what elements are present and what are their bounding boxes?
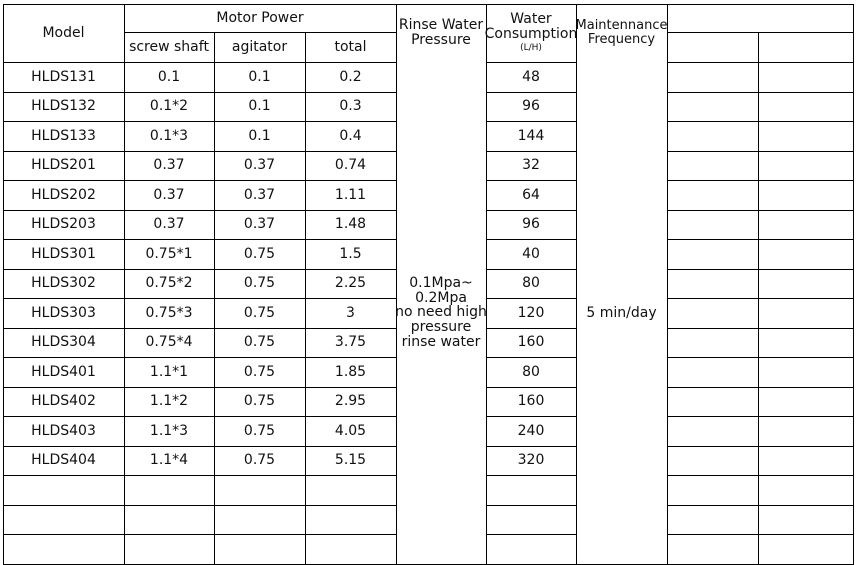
- cell-total: 2.95: [334, 393, 367, 410]
- cell-agitator: 0.75: [243, 275, 276, 292]
- row-divider: [667, 387, 854, 388]
- row-divider: [3, 505, 396, 506]
- cell-total: 1.11: [334, 186, 367, 203]
- cell-agitator: 0.1: [248, 127, 271, 144]
- cell-rinse-water-pressure-line: rinse water: [401, 333, 481, 350]
- row-divider: [667, 269, 854, 270]
- cell-screw-shaft: 0.1: [157, 68, 181, 85]
- cell-agitator: 0.75: [243, 363, 276, 380]
- cell-water-consumption: 96: [522, 98, 540, 115]
- cell-total: 5.15: [334, 452, 367, 469]
- cell-water-consumption: 32: [522, 157, 540, 174]
- cell-model: HLDS131: [31, 68, 96, 85]
- cell-agitator: 0.37: [243, 186, 276, 203]
- cell-total: 0.74: [334, 157, 367, 174]
- cell-agitator: 0.37: [243, 216, 276, 233]
- cell-water-consumption: 48: [522, 68, 540, 85]
- cell-agitator: 0.75: [243, 393, 276, 410]
- cell-water-consumption: 320: [517, 452, 545, 469]
- cell-model: HLDS402: [31, 393, 96, 410]
- row-divider: [667, 121, 854, 122]
- cell-screw-shaft: 1.1*2: [149, 393, 189, 410]
- cell-water-consumption: 240: [517, 422, 545, 439]
- cell-model: HLDS133: [31, 127, 96, 144]
- cell-model: HLDS201: [31, 157, 96, 174]
- cell-screw-shaft: 0.75*1: [145, 245, 193, 262]
- header-maintenance-frequency-line: Frequency: [587, 32, 656, 47]
- cell-total: 0.2: [339, 68, 362, 85]
- cell-screw-shaft: 0.1*3: [149, 127, 189, 144]
- cell-model: HLDS202: [31, 186, 96, 203]
- header-water-consumption: [486, 4, 576, 62]
- header-agitator: agitator: [231, 39, 288, 55]
- cell-water-consumption: 160: [517, 393, 545, 410]
- cell-total: 3: [346, 304, 355, 321]
- cell-screw-shaft: 1.1*4: [149, 452, 189, 469]
- row-divider: [667, 446, 854, 447]
- row-divider: [667, 239, 854, 240]
- col-line: [853, 4, 854, 564]
- cell-water-consumption: 160: [517, 334, 545, 351]
- row-divider: [667, 151, 854, 152]
- cell-screw-shaft: 0.75*2: [145, 275, 193, 292]
- row-divider: [667, 475, 854, 476]
- cell-total: 3.75: [334, 334, 367, 351]
- row-divider: [667, 210, 854, 211]
- row-divider: [486, 505, 576, 506]
- cell-water-consumption: 120: [517, 304, 545, 321]
- header-bottom-line: [667, 62, 854, 63]
- header-motor-power: Motor Power: [216, 10, 304, 26]
- header-rinse-water-pressure-line: Rinse Water: [398, 17, 484, 34]
- cell-screw-shaft: 0.37: [153, 216, 185, 233]
- header-water-consumption-line: Water: [510, 11, 552, 28]
- cell-agitator: 0.75: [243, 245, 276, 262]
- cell-water-consumption: 144: [517, 127, 545, 144]
- cell-model: HLDS401: [31, 363, 96, 380]
- cell-total: 2.25: [334, 275, 367, 292]
- cell-screw-shaft: 0.37: [153, 157, 185, 174]
- cell-water-consumption: 80: [522, 363, 540, 380]
- cell-water-consumption: 96: [522, 216, 540, 233]
- row-divider: [667, 416, 854, 417]
- cell-rinse-water-pressure-line: no need high: [395, 304, 487, 321]
- cell-agitator: 0.75: [243, 452, 276, 469]
- header-rinse-water-pressure: [396, 4, 486, 62]
- cell-model: HLDS132: [31, 98, 96, 115]
- cell-agitator: 0.75: [243, 304, 276, 321]
- row-divider: [486, 475, 576, 476]
- cell-total: 1.5: [339, 245, 362, 262]
- cell-agitator: 0.1: [248, 68, 271, 85]
- header-water-consumption-unit: (L/H): [520, 43, 542, 54]
- cell-model: HLDS303: [31, 304, 96, 321]
- cell-model: HLDS403: [31, 422, 96, 439]
- cell-total: 0.4: [339, 127, 362, 144]
- header-total: total: [334, 39, 367, 55]
- cell-model: HLDS203: [31, 216, 96, 233]
- cell-rinse-water-pressure-line: pressure: [410, 319, 472, 336]
- row-divider: [667, 92, 854, 93]
- col-line: [758, 32, 759, 564]
- cell-total: 1.85: [334, 363, 367, 380]
- cell-rinse-water-pressure-line: 0.1Mpa~: [409, 275, 473, 292]
- header-water-consumption-line: Consumption: [484, 25, 578, 42]
- table-border-bottom: [3, 564, 854, 565]
- col-line: [667, 4, 668, 564]
- header-maintenance-frequency-line: Maintennance: [575, 18, 668, 34]
- row-divider: [667, 534, 854, 535]
- cell-screw-shaft: 0.75*3: [145, 304, 193, 321]
- cell-rinse-water-pressure-line: 0.2Mpa: [415, 289, 467, 306]
- row-divider: [486, 534, 576, 535]
- cell-screw-shaft: 0.75*4: [145, 334, 193, 351]
- cell-screw-shaft: 1.1*1: [149, 363, 189, 380]
- cell-maintenance-frequency: 5 min/day: [586, 304, 657, 321]
- row-divider: [667, 298, 854, 299]
- row-divider: [667, 328, 854, 329]
- cell-model: HLDS304: [31, 334, 96, 351]
- row-divider: [667, 180, 854, 181]
- spec-table: [3, 4, 854, 556]
- row-divider: [3, 534, 396, 535]
- row-divider: [667, 505, 854, 506]
- cell-rinse-water-pressure: [396, 62, 486, 564]
- cell-model: HLDS404: [31, 452, 96, 469]
- cell-water-consumption: 80: [522, 275, 540, 292]
- header-maintenance-frequency: [576, 4, 667, 62]
- cell-total: 1.48: [334, 216, 367, 233]
- header-screw-shaft: screw shaft: [129, 39, 209, 55]
- cell-model: HLDS301: [31, 245, 96, 262]
- cell-agitator: 0.75: [243, 422, 276, 439]
- header-subline-blank: [667, 32, 854, 33]
- row-divider: [3, 475, 396, 476]
- cell-agitator: 0.1: [248, 98, 271, 115]
- header-model: Model: [42, 25, 85, 41]
- cell-water-consumption: 64: [522, 186, 540, 203]
- cell-total: 4.05: [334, 422, 367, 439]
- row-divider: [667, 357, 854, 358]
- cell-screw-shaft: 1.1*3: [149, 422, 189, 439]
- header-rinse-water-pressure-line: Pressure: [411, 32, 471, 48]
- cell-agitator: 0.37: [243, 157, 276, 174]
- cell-agitator: 0.75: [243, 334, 276, 351]
- cell-total: 0.3: [339, 98, 362, 115]
- cell-water-consumption: 40: [522, 245, 540, 262]
- cell-screw-shaft: 0.1*2: [149, 98, 189, 115]
- cell-model: HLDS302: [31, 275, 96, 292]
- cell-screw-shaft: 0.37: [153, 186, 185, 203]
